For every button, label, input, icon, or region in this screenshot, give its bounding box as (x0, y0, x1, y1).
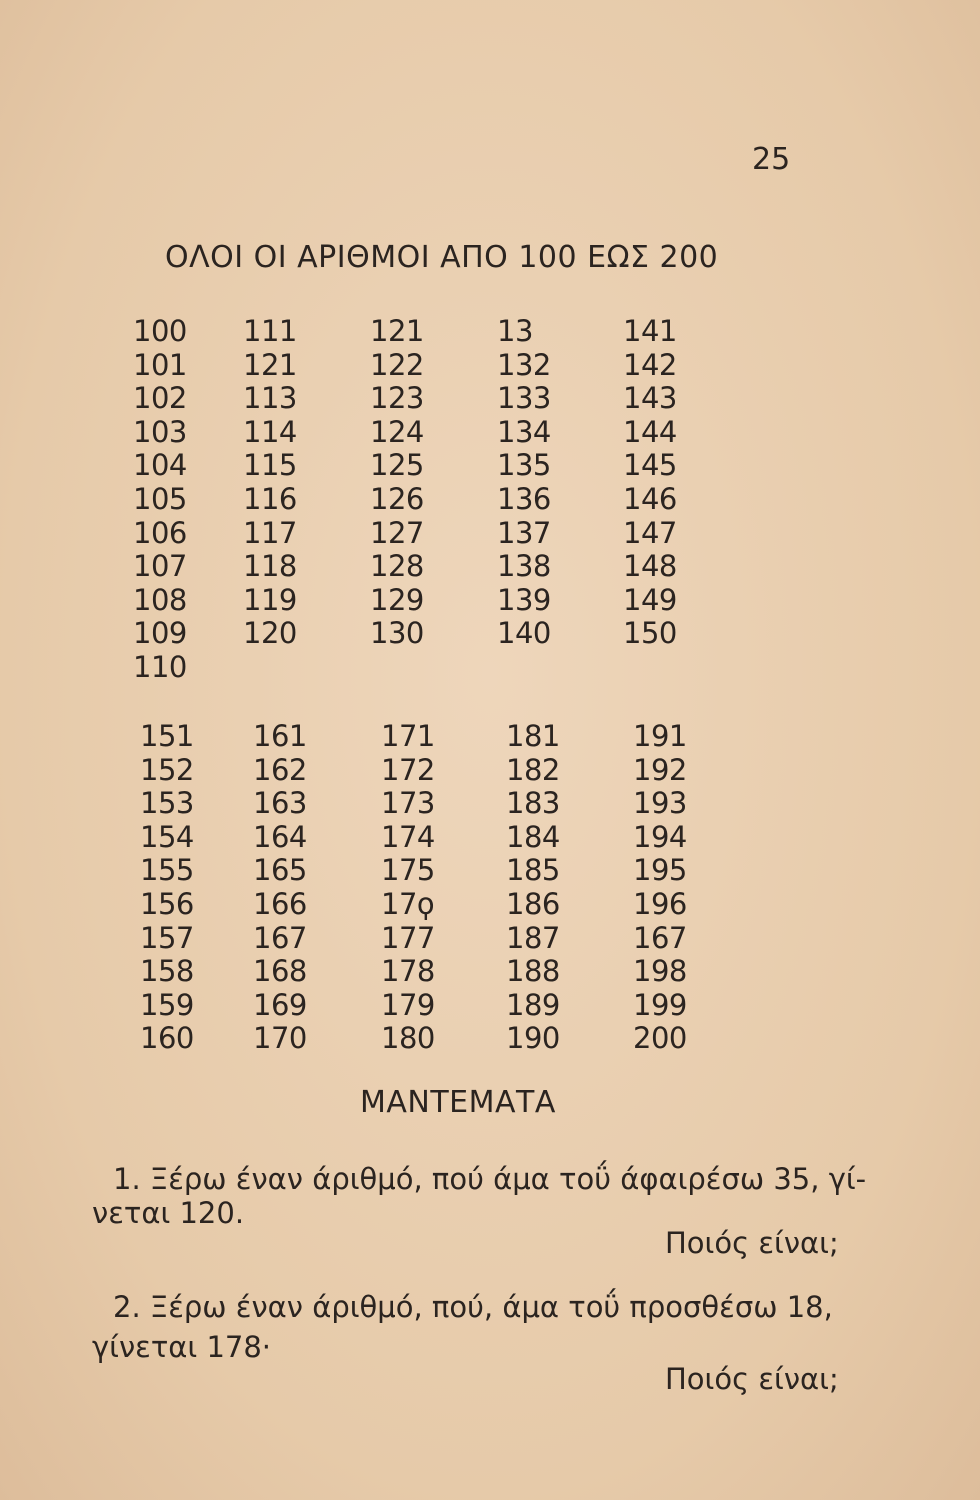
number-cell: 155 (140, 853, 194, 888)
riddle-1-line-2: νεται 120. (92, 1196, 245, 1230)
number-cell: 188 (506, 954, 560, 989)
number-cell: 121 (370, 314, 424, 348)
number-cell: 154 (140, 819, 194, 854)
number-cell: 135 (497, 448, 551, 483)
number-cell: 166 (253, 886, 307, 921)
number-cell: 147 (623, 515, 677, 550)
number-cell: 124 (370, 414, 424, 449)
number-cell: 151 (140, 719, 194, 753)
number-cell: 172 (381, 752, 435, 787)
number-cell: 187 (506, 920, 560, 955)
section-heading: ΜΑΝΤΕΜΑΤΑ (360, 1085, 556, 1120)
number-cell: 145 (623, 448, 677, 483)
number-cell: 116 (243, 481, 297, 516)
number-cell: 110 (133, 649, 187, 684)
number-cell: 152 (140, 752, 194, 787)
number-cell: 128 (370, 549, 424, 584)
number-column (370, 315, 460, 651)
number-cell: 161 (253, 719, 307, 753)
number-cell: 179 (381, 987, 435, 1022)
number-cell: 143 (623, 381, 677, 416)
number-cell: 101 (133, 347, 187, 382)
number-cell: 150 (623, 616, 677, 651)
number-cell: 164 (253, 819, 307, 854)
number-cell: 113 (243, 381, 297, 416)
number-column (506, 720, 596, 1056)
number-cell: 115 (243, 448, 297, 483)
number-cell: 168 (253, 954, 307, 989)
number-cell: 108 (133, 582, 187, 617)
number-cell: 117 (243, 515, 297, 550)
number-column (140, 720, 230, 1056)
number-cell: 186 (506, 886, 560, 921)
number-cell: 175 (381, 853, 435, 888)
number-cell: 140 (497, 616, 551, 651)
number-cell: 149 (623, 582, 677, 617)
number-cell: 106 (133, 515, 187, 550)
number-cell: 104 (133, 448, 187, 483)
riddle-1-line-1: 1. Ξέρω έναν άριθμό, πού άμα τοΰ άφαιρέσω 35, γί- (113, 1162, 867, 1196)
number-cell: 148 (623, 549, 677, 584)
number-column (623, 315, 713, 651)
riddle-2-line-1: 2. Ξέρω έναν άριθμό, πού, άμα τοΰ προσθέσω 18, (113, 1290, 833, 1324)
number-cell: 120 (243, 616, 297, 651)
number-column (497, 315, 587, 651)
number-cell: 190 (506, 1021, 560, 1056)
number-cell: 103 (133, 414, 187, 449)
number-cell: 107 (133, 549, 187, 584)
number-cell: 195 (633, 853, 687, 888)
number-cell: 153 (140, 786, 194, 821)
number-cell: 139 (497, 582, 551, 617)
number-cell: 169 (253, 987, 307, 1022)
number-cell: 165 (253, 853, 307, 888)
riddle-1-question: Ποιός είναι; (665, 1226, 839, 1260)
number-cell: 162 (253, 752, 307, 787)
number-cell: 185 (506, 853, 560, 888)
number-cell: 125 (370, 448, 424, 483)
number-cell: 198 (633, 954, 687, 989)
number-cell: 105 (133, 481, 187, 516)
number-column (633, 720, 723, 1056)
number-cell: 191 (633, 719, 687, 753)
page-number: 25 (752, 142, 791, 177)
number-cell: 178 (381, 954, 435, 989)
riddle-2-question: Ποιός είναι; (665, 1362, 839, 1396)
number-column (133, 315, 223, 685)
number-cell: 193 (633, 786, 687, 821)
number-column (381, 720, 471, 1056)
number-cell: 163 (253, 786, 307, 821)
number-cell: 177 (381, 920, 435, 955)
number-cell: 127 (370, 515, 424, 550)
number-cell: 102 (133, 381, 187, 416)
number-cell: 17ϙ (381, 886, 435, 921)
number-cell: 126 (370, 481, 424, 516)
number-cell: 167 (253, 920, 307, 955)
number-cell: 174 (381, 819, 435, 854)
number-cell: 134 (497, 414, 551, 449)
number-cell: 192 (633, 752, 687, 787)
number-cell: 173 (381, 786, 435, 821)
number-cell: 13 (497, 314, 533, 348)
number-cell: 132 (497, 347, 551, 382)
number-cell: 196 (633, 886, 687, 921)
number-cell: 141 (623, 314, 677, 348)
number-cell: 157 (140, 920, 194, 955)
number-column (253, 720, 343, 1056)
number-cell: 123 (370, 381, 424, 416)
number-column (243, 315, 333, 651)
number-cell: 121 (243, 347, 297, 382)
number-cell: 199 (633, 987, 687, 1022)
number-cell: 119 (243, 582, 297, 617)
number-cell: 136 (497, 481, 551, 516)
number-cell: 159 (140, 987, 194, 1022)
number-cell: 181 (506, 719, 560, 753)
number-cell: 138 (497, 549, 551, 584)
number-cell: 109 (133, 616, 187, 651)
number-cell: 122 (370, 347, 424, 382)
number-cell: 183 (506, 786, 560, 821)
number-cell: 118 (243, 549, 297, 584)
number-cell: 137 (497, 515, 551, 550)
number-cell: 170 (253, 1021, 307, 1056)
number-cell: 114 (243, 414, 297, 449)
number-cell: 156 (140, 886, 194, 921)
number-cell: 144 (623, 414, 677, 449)
number-cell: 194 (633, 819, 687, 854)
number-cell: 129 (370, 582, 424, 617)
number-cell: 182 (506, 752, 560, 787)
number-cell: 189 (506, 987, 560, 1022)
riddle-2-line-2: γίνεται 178· (92, 1330, 272, 1364)
number-cell: 158 (140, 954, 194, 989)
number-cell: 160 (140, 1021, 194, 1056)
number-cell: 146 (623, 481, 677, 516)
number-cell: 184 (506, 819, 560, 854)
number-cell: 180 (381, 1021, 435, 1056)
number-cell: 133 (497, 381, 551, 416)
number-cell: 171 (381, 719, 435, 753)
number-cell: 111 (243, 314, 297, 348)
number-cell: 167 (633, 920, 687, 955)
page-title: ΟΛΟΙ ΟΙ ΑΡΙΘΜΟΙ ΑΠΟ 100 ΕΩΣ 200 (165, 240, 719, 275)
number-cell: 100 (133, 314, 187, 348)
number-cell: 142 (623, 347, 677, 382)
number-cell: 200 (633, 1021, 687, 1056)
number-cell: 130 (370, 616, 424, 651)
